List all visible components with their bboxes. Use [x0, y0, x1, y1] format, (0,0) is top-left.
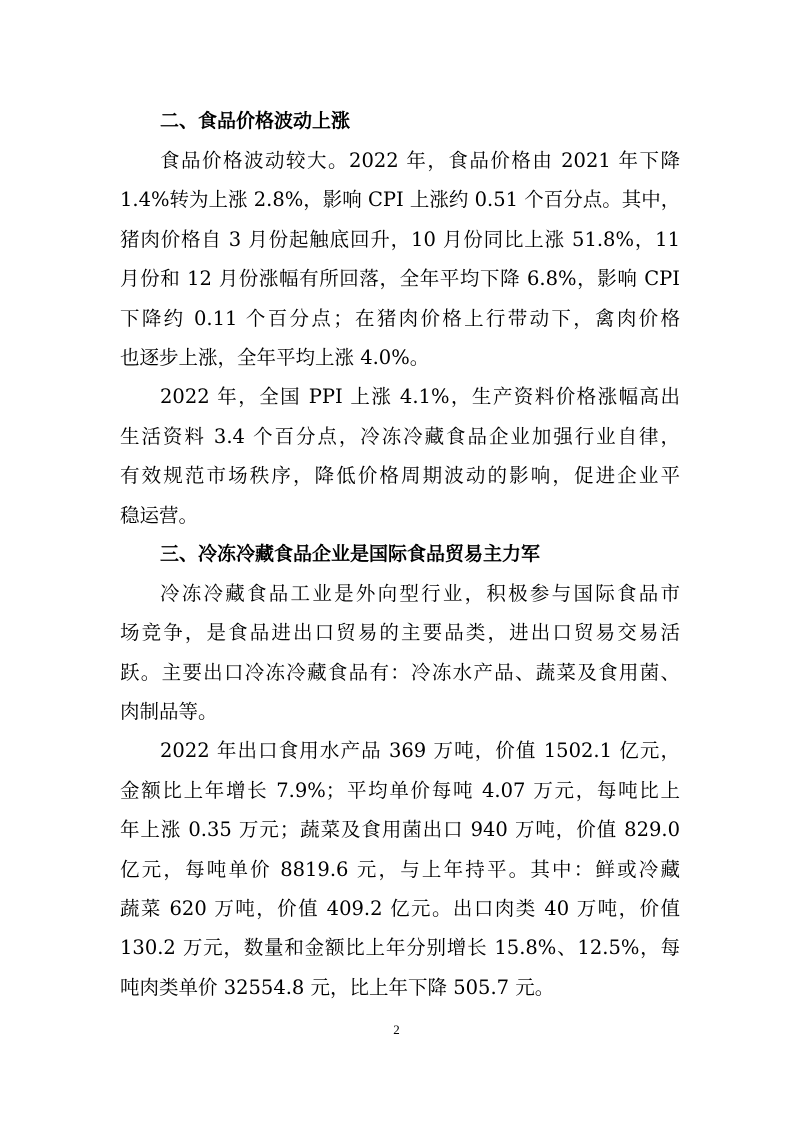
text-line: 亿元，每吨单价 8819.6 元，与上年持平。其中：鲜或冷藏 [120, 857, 680, 881]
text-line: 有效规范市场秩序，降低价格周期波动的影响，促进企业平 [120, 464, 680, 488]
text-line: 吨肉类单价 32554.8 元，比上年下降 505.7 元。 [120, 975, 555, 999]
text-line: 冷冻冷藏食品工业是外向型行业，积极参与国际食品市 [160, 581, 680, 605]
section-heading-food-prices: 二、食品价格波动上涨 [160, 110, 351, 132]
text-line: 130.2 万元，数量和金额比上年分别增长 15.8%、12.5%，每 [120, 936, 680, 960]
text-line: 金额比上年增长 7.9%；平均单价每吨 4.07 万元，每吨比上 [120, 778, 680, 802]
text-line: 年上涨 0.35 万元；蔬菜及食用菌出口 940 万吨，价值 829.0 [120, 818, 680, 842]
paragraph-export-industry [120, 574, 680, 732]
text-line: 2022 年，全国 PPI 上涨 4.1%，生产资料价格涨幅高出 [160, 385, 680, 409]
text-line: 下降约 0.11 个百分点；在猪肉价格上行带动下，禽肉价格 [120, 306, 680, 330]
paragraph-ppi [120, 377, 680, 535]
text-line: 跃。主要出口冷冻冷藏食品有：冷冻水产品、蔬菜及食用菌、 [120, 660, 680, 684]
page-number: 2 [393, 1022, 400, 1037]
document-body [120, 102, 680, 1007]
text-line: 生活资料 3.4 个百分点，冷冻冷藏食品企业加强行业自律， [120, 424, 680, 448]
text-line: 月份和 12 月份涨幅有所回落，全年平均下降 6.8%，影响 CPI [120, 267, 680, 291]
text-line: 食品价格波动较大。2022 年，食品价格由 2021 年下降 [160, 149, 680, 172]
text-line: 场竞争，是食品进出口贸易的主要品类，进出口贸易交易活 [120, 621, 680, 645]
text-line: 肉制品等。 [120, 700, 218, 724]
paragraph-export-statistics [120, 731, 680, 1007]
text-line: 1.4%转为上涨 2.8%，影响 CPI 上涨约 0.51 个百分点。其中， [120, 188, 681, 212]
text-line: 2022 年出口食用水产品 369 万吨，价值 1502.1 亿元， [160, 739, 680, 763]
paragraph-food-price-fluctuation [120, 141, 680, 377]
text-line: 猪肉价格自 3 月份起触底回升，10 月份同比上涨 51.8%，11 [120, 227, 680, 251]
text-line: 稳运营。 [120, 503, 199, 527]
text-line: 也逐步上涨，全年平均上涨 4.0%。 [120, 345, 430, 369]
section-heading-international-trade: 三、冷冻冷藏食品企业是国际食品贸易主力军 [160, 542, 541, 565]
text-line: 蔬菜 620 万吨，价值 409.2 亿元。出口肉类 40 万吨，价值 [120, 897, 680, 921]
